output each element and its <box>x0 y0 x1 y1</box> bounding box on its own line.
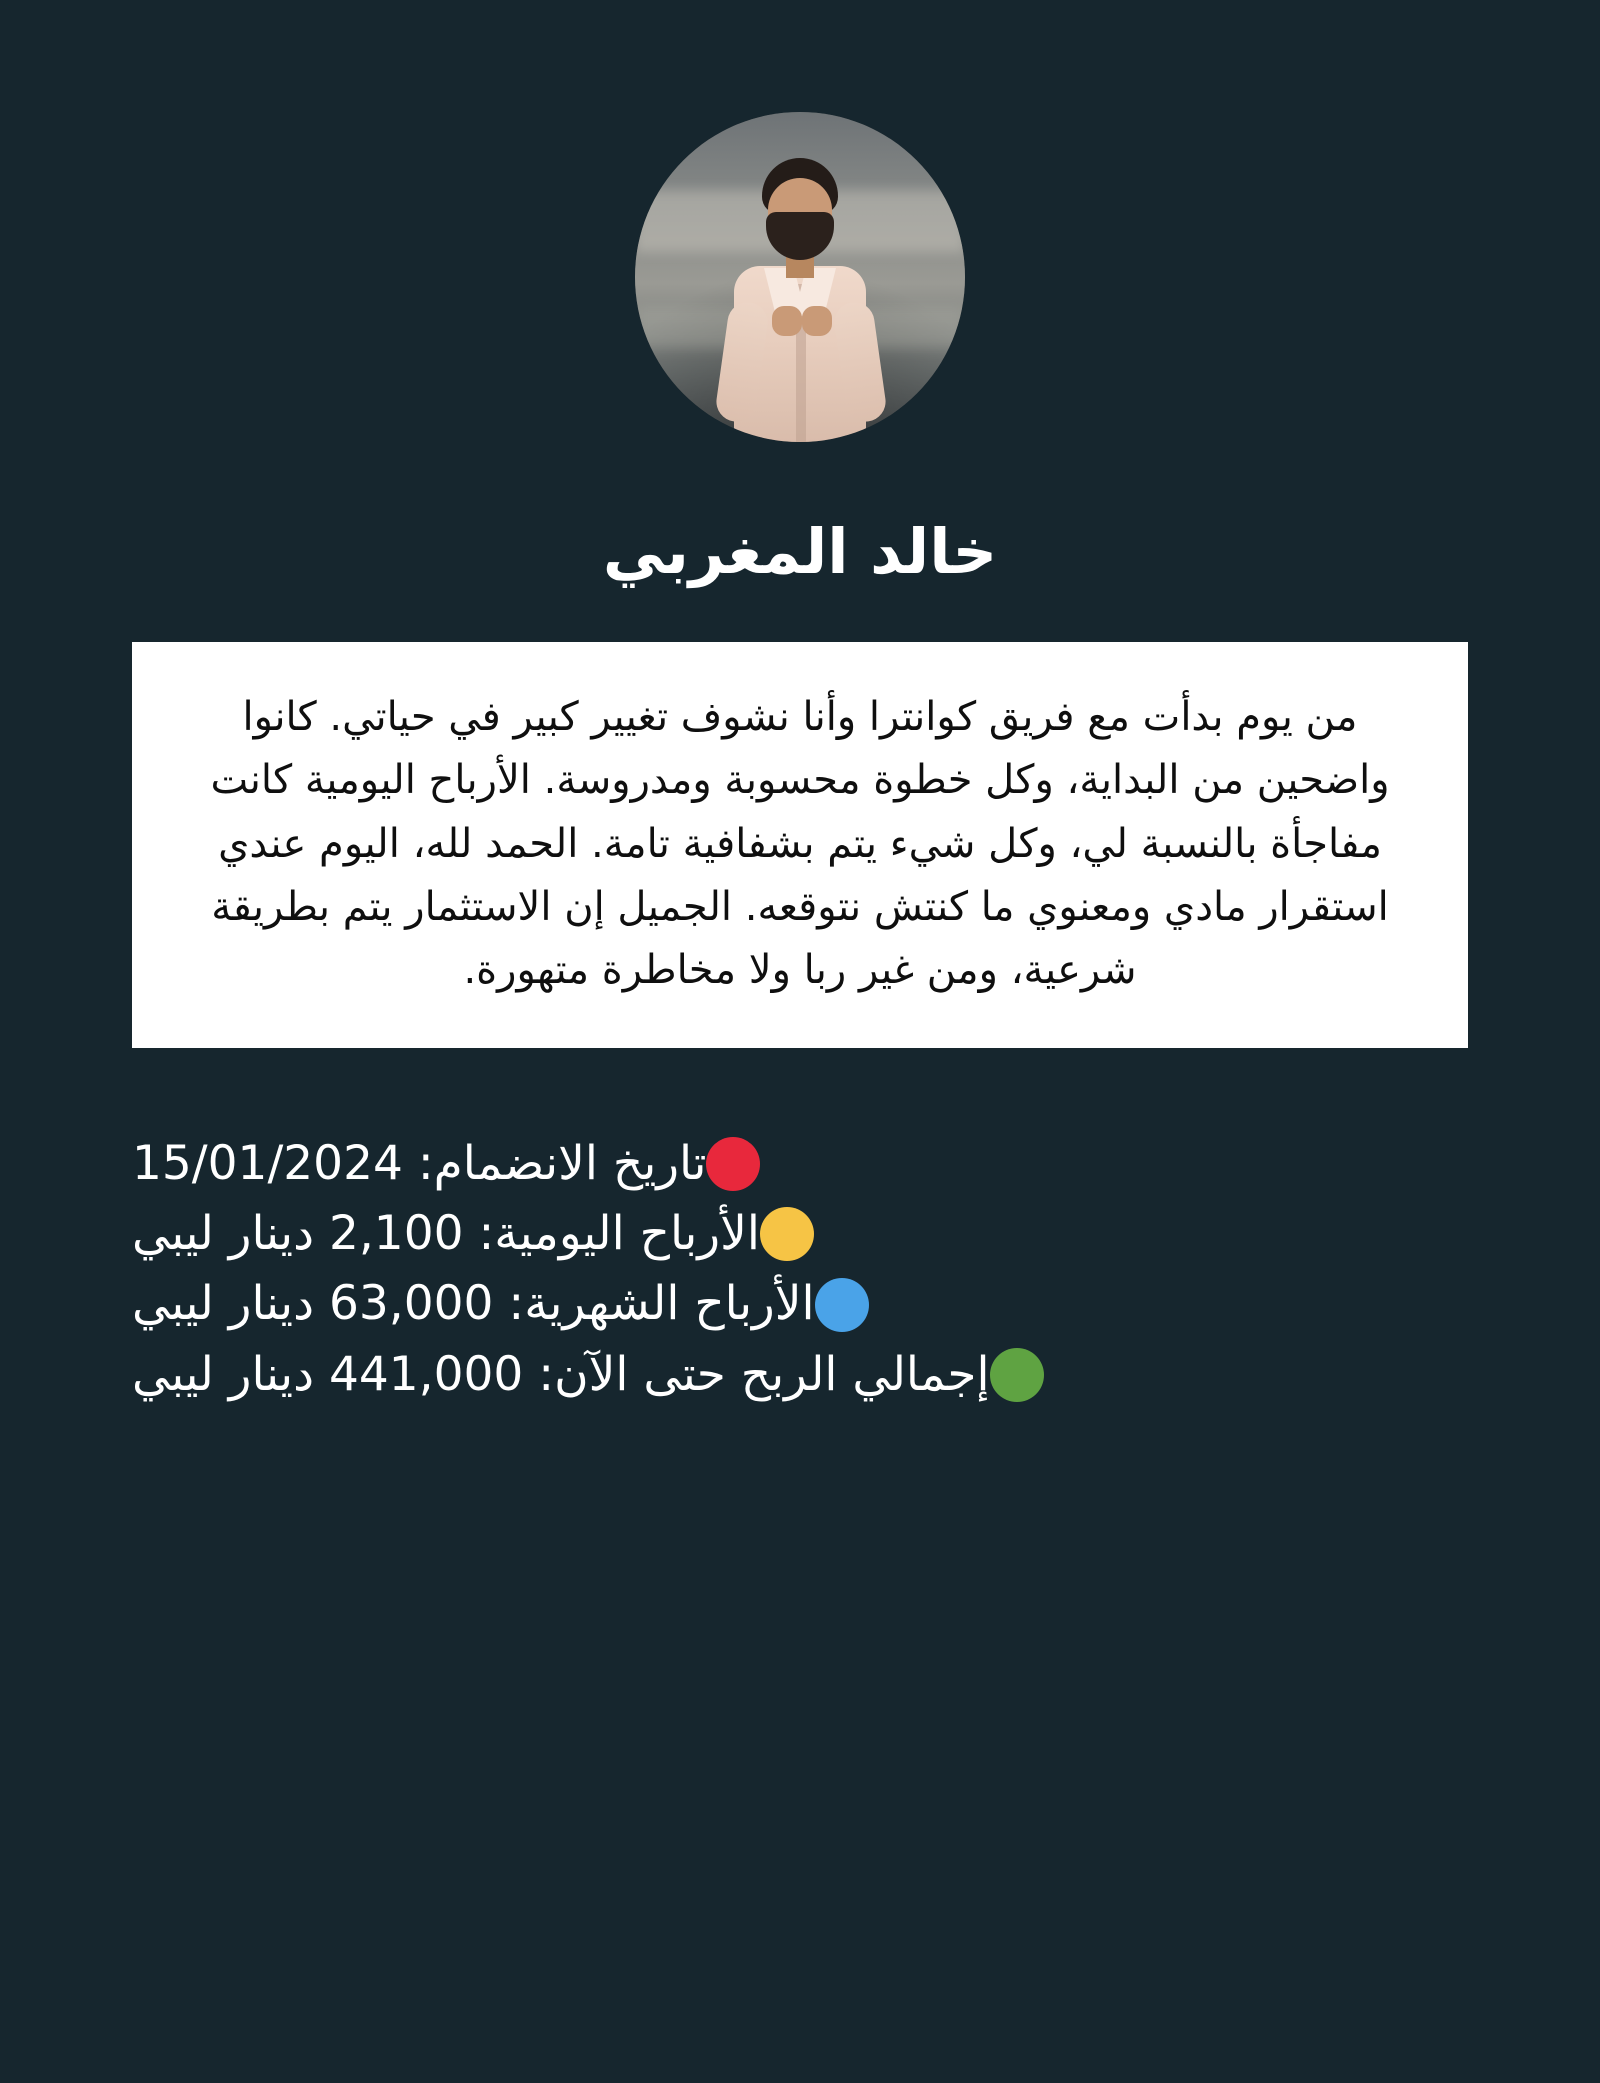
testimonial-text: من يوم بدأت مع فريق كوانترا وأنا نشوف تغيير كبير في حياتي. كانوا واضحين من البداية، وكل خطوة محسوبة ومدروسة. الأرباح اليومية كانت مفاجأة بالنسبة لي، وكل شيء يتم بشفافية تامة. الحمد لله، اليوم عندي استقرار مادي ومعنوي ما كنتش نتوقعه. الجميل إن الاستثمار يتم بطريقة شرعية، ومن غير ربا ولا مخاطرة متهورة. <box>210 694 1390 993</box>
avatar <box>635 112 965 442</box>
stats-list <box>132 1134 1468 1405</box>
stat-join-date: تاريخ الانضمام: 15/01/2024 <box>132 1136 707 1192</box>
bullet-dot-icon <box>990 1348 1044 1402</box>
bullet-dot-icon <box>760 1207 814 1261</box>
bullet-dot-icon <box>706 1137 760 1191</box>
profile-name: خالد المغربي <box>602 515 998 588</box>
testimonial-card <box>132 642 1468 1048</box>
hand-left-shape <box>772 306 802 336</box>
stat-row <box>132 1134 1468 1194</box>
stat-row <box>132 1204 1468 1264</box>
stat-row <box>132 1345 1468 1405</box>
stat-monthly-profit: الأرباح الشهرية: 63,000 دينار ليبي <box>132 1276 815 1332</box>
bullet-dot-icon <box>815 1278 869 1332</box>
beard-shape <box>766 212 834 260</box>
stat-daily-profit: الأرباح اليومية: 2,100 دينار ليبي <box>132 1206 760 1262</box>
hand-right-shape <box>802 306 832 336</box>
stat-row <box>132 1274 1468 1334</box>
avatar-photo <box>635 112 965 442</box>
stat-total-profit: إجمالي الربح حتى الآن: 441,000 دينار ليبي <box>132 1346 990 1402</box>
portrait-figure <box>700 156 900 442</box>
